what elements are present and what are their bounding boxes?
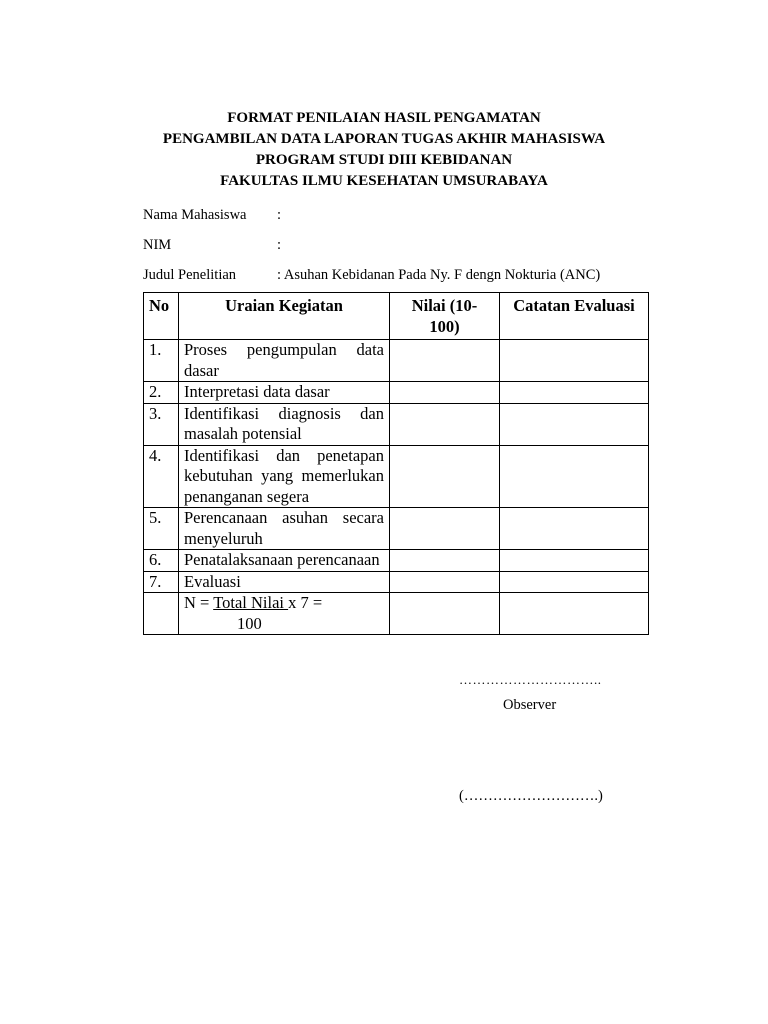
nilai-cell[interactable] [390,593,500,635]
row-uraian: Evaluasi [179,571,390,593]
nilai-cell[interactable] [390,382,500,404]
heading-line-3: PROGRAM STUDI DIII KEBIDANAN [255,152,513,168]
nilai-cell[interactable] [390,550,500,572]
table-row [144,445,649,508]
row-number: 4. [144,445,179,508]
total-number-cell [144,593,179,635]
heading-line-2: PENGAMBILAN DATA LAPORAN TUGAS AKHIR MAHASISWA [162,131,606,147]
nilai-cell[interactable] [390,403,500,445]
table-row [144,403,649,445]
observer-name-placeholder: (……………………….) [459,788,603,804]
table-row [144,508,649,550]
field-value: : Asuhan Kebidanan Pada Ny. F dengn Nokturia (ANC) [277,267,601,283]
total-numerator: Total Nilai [213,593,289,612]
row-number: 7. [144,571,179,593]
table-row [144,382,649,404]
table-row [144,571,649,593]
heading-line-4: FAKULTAS ILMU KESEHATAN UMSURABAYA [220,173,548,189]
assessment-table [143,292,649,635]
total-formula-line [184,593,384,614]
catatan-cell[interactable] [500,340,649,382]
header-nilai-line2: 100) [429,316,460,336]
row-uraian: Penatalaksanaan perencanaan [179,550,390,572]
field-label: NIM [143,237,172,253]
catatan-cell[interactable] [500,593,649,635]
row-uraian: Identifikasi dan penetapan kebutuhan yang memerlukan penanganan segera [179,445,390,508]
heading-line-1: FORMAT PENILAIAN HASIL PENGAMATAN [227,110,541,126]
document-heading [0,108,768,192]
total-denominator: 100 [237,613,262,633]
row-number: 5. [144,508,179,550]
table-header-row [144,293,649,340]
field-value: : [277,207,282,223]
row-uraian: Perencanaan asuhan secara menyeluruh [179,508,390,550]
row-number: 1. [144,340,179,382]
header-nilai-line1: Nilai (10- [411,296,478,315]
row-uraian: Interpretasi data dasar [179,382,390,404]
row-number: 2. [144,382,179,404]
row-number: 6. [144,550,179,572]
field-label: Nama Mahasiswa [143,207,247,223]
header-no: No [144,293,179,340]
signature-dots: ………………………….. [459,672,602,687]
table-row [144,550,649,572]
table-row [144,340,649,382]
catatan-cell[interactable] [500,571,649,593]
nilai-cell[interactable] [390,508,500,550]
header-uraian: Uraian Kegiatan [179,293,390,340]
header-catatan: Catatan Evaluasi [500,293,649,340]
catatan-cell[interactable] [500,403,649,445]
total-formula [179,593,390,635]
catatan-cell[interactable] [500,550,649,572]
observer-label: Observer [503,697,557,713]
row-number: 3. [144,403,179,445]
catatan-cell[interactable] [500,445,649,508]
table-total-row [144,593,649,635]
catatan-cell[interactable] [500,382,649,404]
row-uraian: Proses pengumpulan data dasar [179,340,390,382]
nilai-cell[interactable] [390,340,500,382]
nilai-cell[interactable] [390,445,500,508]
row-uraian: Identifikasi diagnosis dan masalah potensial [179,403,390,445]
nilai-cell[interactable] [390,571,500,593]
field-label: Judul Penelitian [143,267,237,283]
header-nilai [390,293,500,340]
catatan-cell[interactable] [500,508,649,550]
field-value: : [277,237,282,253]
total-suffix: x 7 = [288,593,323,612]
total-prefix: N = [184,593,214,612]
